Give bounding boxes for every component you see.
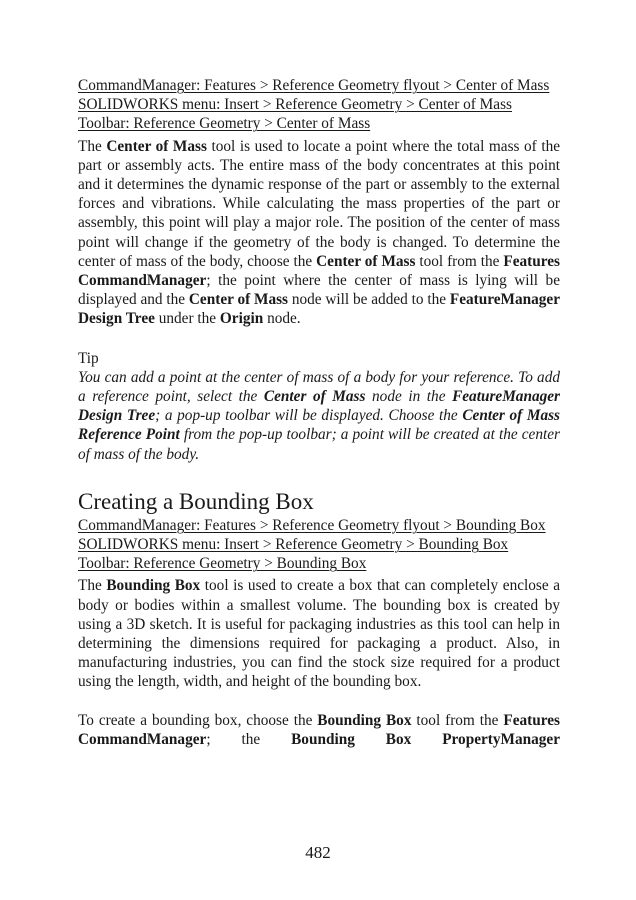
bold-term: Center of Mass Reference Point: [78, 407, 561, 444]
bold-term: FeatureManager Design Tree: [78, 388, 560, 425]
toolbar-path-center-of-mass[interactable]: Toolbar: Reference Geometry > Center of Mass: [78, 115, 371, 133]
bounding-box-steps-paragraph: To create a bounding box, choose the Bounding Box tool from the Features CommandManager; the Bounding Box PropertyManager: [78, 711, 560, 748]
section-heading-bounding-box: Creating a Bounding Box: [78, 488, 314, 514]
menu-path-bounding-box[interactable]: SOLIDWORKS menu: Insert > Reference Geometry > Bounding Box: [78, 536, 509, 554]
bold-term: Features CommandManager: [78, 711, 560, 748]
bold-term: Bounding Box PropertyManager: [291, 730, 560, 748]
bold-term: Bounding Box: [317, 711, 412, 729]
bold-term: Center of Mass: [316, 252, 416, 270]
bold-term: Origin: [219, 310, 264, 328]
bold-term: Bounding Box: [106, 577, 201, 595]
bold-term: Features CommandManager: [78, 252, 560, 290]
page-content: [78, 76, 560, 749]
toolbar-path-bounding-box[interactable]: Toolbar: Reference Geometry > Bounding Box: [78, 555, 367, 573]
bold-term: Center of Mass: [263, 388, 366, 406]
bold-term: Center of Mass: [188, 291, 288, 309]
commandmanager-path-center-of-mass[interactable]: CommandManager: Features > Reference Geometry flyout > Center of Mass: [78, 77, 550, 94]
tip-label: Tip: [78, 349, 99, 367]
bounding-box-paragraph: The Bounding Box tool is used to create a box that can completely enclose a body or bodies within a smallest volume. The bounding box is created by using a 3D sketch. It is useful for packaging industries as this tool can help in determining the dimensions required for packaging a product. Also, in manufacturing industries, you can find the stock size required for a product using the length, width, and height of the bounding box.: [78, 577, 561, 691]
bold-term: FeatureManager Design Tree: [78, 291, 561, 328]
page-number: 482: [305, 843, 331, 862]
bold-term: Center of Mass: [106, 137, 207, 155]
center-of-mass-paragraph: The Center of Mass tool is used to locate a point where the total mass of the part or assembly acts. The entire mass of the body concentrates at this point and it determines the dynamic response of the part or assembly to the external forces and vibrations. While calculating the mass properties of the part or assembly, this point will play a major role. The position of the center of mass point will change if the geometry of the body is changed. To determine the center of mass of the body, choose the Center of Mass tool from the Features CommandManager; the point where the center of mass is lying will be displayed and the Center of Mass node will be added to the FeatureManager Design Tree under the Origin node.: [78, 137, 561, 328]
commandmanager-path-bounding-box[interactable]: CommandManager: Features > Reference Geometry flyout > Bounding Box: [78, 516, 546, 534]
tip-paragraph: You can add a point at the center of mass of a body for your reference. To add a reference point, select the Center of Mass node in the FeatureManager Design Tree; a pop-up toolbar will be displayed. Choose the Center of Mass Reference Point from the pop-up toolbar; a point will be created at the center of mass of the body.: [78, 368, 561, 463]
menu-path-center-of-mass[interactable]: SOLIDWORKS menu: Insert > Reference Geometry > Center of Mass: [78, 96, 512, 114]
